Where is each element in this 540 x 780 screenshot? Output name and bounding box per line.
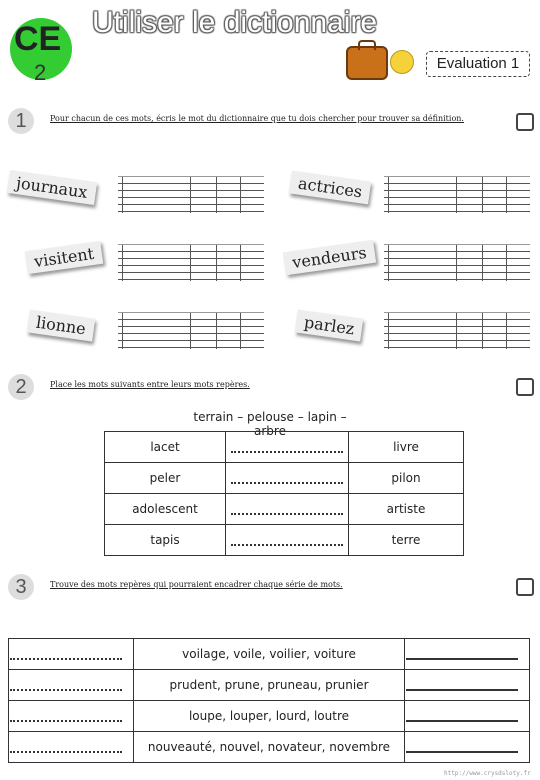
answer-field[interactable] (9, 701, 134, 732)
table-row (105, 432, 464, 463)
writing-lines[interactable] (384, 244, 530, 281)
table-row (105, 494, 464, 525)
level-label: CE (14, 20, 62, 58)
table-row (9, 732, 530, 763)
table-row (9, 639, 530, 670)
table-row (9, 670, 530, 701)
word-series: loupe, louper, lourd, loutre (134, 701, 405, 732)
right-word: terre (349, 525, 464, 556)
section-2-checkbox[interactable] (516, 378, 534, 396)
word-series: prudent, prune, pruneau, prunier (134, 670, 405, 701)
writing-lines[interactable] (384, 312, 530, 349)
word-card: actrices (289, 171, 372, 205)
answer-field[interactable] (9, 670, 134, 701)
word-card: journaux (7, 170, 97, 205)
section-1-checkbox[interactable] (516, 113, 534, 131)
answer-field[interactable] (9, 732, 134, 763)
right-word: livre (349, 432, 464, 463)
table-row (105, 463, 464, 494)
left-word: tapis (105, 525, 226, 556)
table-row (9, 701, 530, 732)
left-word: lacet (105, 432, 226, 463)
writing-lines[interactable] (384, 176, 530, 213)
section-3-instruction: Trouve des mots repères qui pourraient encadrer chaque série de mots. (50, 580, 343, 589)
schoolbag-icon (346, 46, 388, 80)
answer-field[interactable] (405, 639, 530, 670)
mascot-icon (390, 50, 414, 74)
section-2-instruction: Place les mots suivants entre leurs mots repères. (50, 380, 250, 389)
left-word: adolescent (105, 494, 226, 525)
answer-field[interactable] (226, 494, 349, 525)
answer-field[interactable] (405, 732, 530, 763)
answer-field[interactable] (226, 463, 349, 494)
writing-lines[interactable] (118, 312, 264, 349)
word-card: lionne (27, 310, 96, 342)
answer-field[interactable] (9, 639, 134, 670)
credit-link[interactable]: http://www.crysdsloty.fr (444, 770, 531, 777)
answer-field[interactable] (226, 525, 349, 556)
section-2-number: 2 (8, 374, 34, 400)
writing-lines[interactable] (118, 244, 264, 281)
word-card: parlez (295, 309, 364, 341)
answer-field[interactable] (226, 432, 349, 463)
right-word: pilon (349, 463, 464, 494)
word-card: vendeurs (283, 240, 376, 275)
section-3-checkbox[interactable] (516, 578, 534, 596)
left-word: peler (105, 463, 226, 494)
section-3-number: 3 (8, 574, 34, 600)
word-series: nouveauté, nouvel, novateur, novembre (134, 732, 405, 763)
evaluation-label: Evaluation 1 (426, 51, 530, 77)
writing-lines[interactable] (118, 176, 264, 213)
table-row (105, 525, 464, 556)
page-title: Utiliser le dictionnaire (92, 6, 378, 39)
right-word: artiste (349, 494, 464, 525)
section-1-instruction: Pour chacun de ces mots, écris le mot du dictionnaire que tu dois chercher pour trouver sa définition. (50, 114, 464, 123)
word-list: terrain – pelouse – lapin – arbre (193, 410, 347, 438)
ordering-table (104, 431, 464, 556)
guide-words-table (8, 638, 530, 763)
word-card: visitent (25, 241, 104, 274)
answer-field[interactable] (405, 670, 530, 701)
word-series: voilage, voile, voilier, voiture (134, 639, 405, 670)
answer-field[interactable] (405, 701, 530, 732)
level-number: 2 (34, 60, 47, 85)
section-1-number: 1 (8, 108, 34, 134)
